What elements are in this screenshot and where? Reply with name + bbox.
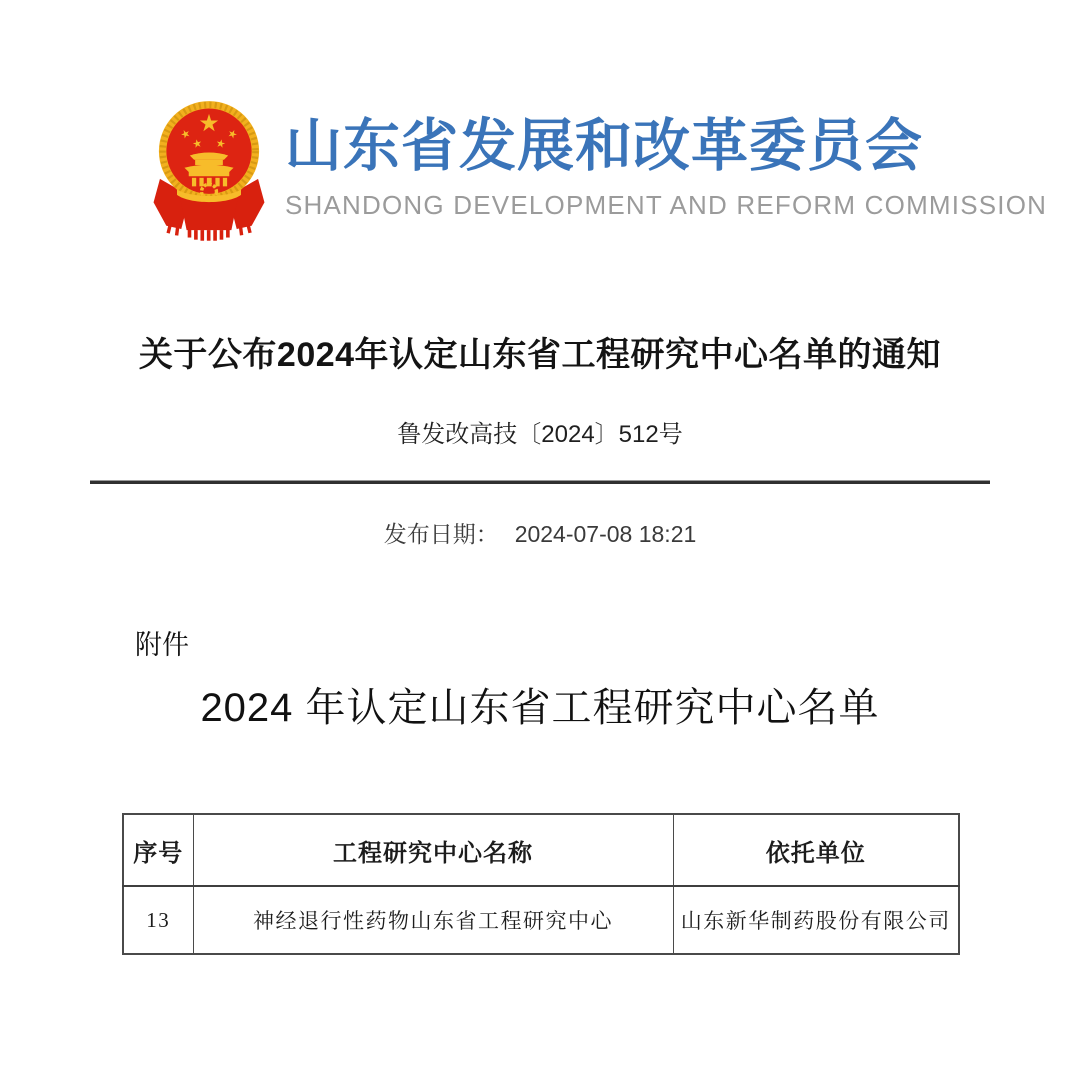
national-emblem-icon — [145, 100, 273, 245]
site-header — [145, 100, 1080, 245]
cell-index: 13 — [123, 886, 193, 954]
table-row — [123, 886, 959, 954]
table-header-row — [123, 814, 959, 886]
notice-title: 关于公布2024年认定山东省工程研究中心名单的通知 — [138, 336, 942, 374]
cell-supporting-org: 山东新华制药股份有限公司 — [673, 886, 959, 954]
org-name-en: SHANDONG DEVELOPMENT AND REFORM COMMISSION — [285, 189, 1048, 220]
col-header-center-name: 工程研究中心名称 — [193, 814, 673, 886]
attachment-label: 附件 — [135, 630, 189, 660]
publish-date-label: 发布日期： — [383, 521, 499, 547]
header-divider — [90, 480, 990, 484]
publish-date-value: 2024-07-08 18:21 — [514, 521, 697, 547]
org-title-block — [285, 100, 1047, 221]
col-header-index: 序号 — [123, 814, 193, 886]
publish-date — [0, 516, 1080, 549]
org-name-cn: 山东省发展和改革委员会 — [285, 114, 923, 178]
cell-center-name: 神经退行性药物山东省工程研究中心 — [193, 886, 673, 954]
attachment-title: 2024 年认定山东省工程研究中心名单 — [200, 686, 880, 730]
notice-body — [0, 327, 1080, 955]
doc-number: 鲁发改高技〔2024〕512号 — [397, 421, 683, 448]
col-header-supporting-org: 依托单位 — [673, 814, 959, 886]
centers-table — [122, 813, 960, 955]
